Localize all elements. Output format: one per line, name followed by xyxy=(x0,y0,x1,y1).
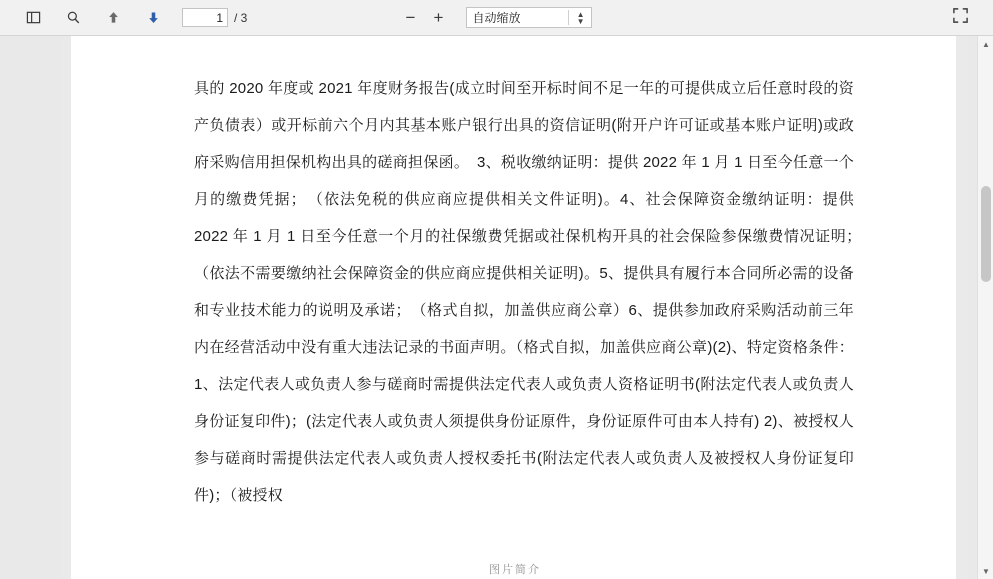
zoom-in-button[interactable]: + xyxy=(433,8,444,27)
search-icon[interactable] xyxy=(62,7,84,29)
page-number-group xyxy=(182,8,247,27)
fullscreen-icon[interactable] xyxy=(952,7,969,29)
pdf-toolbar xyxy=(0,0,993,36)
scroll-down-icon[interactable]: ▼ xyxy=(982,566,990,576)
toolbar-zoom-group xyxy=(402,7,592,28)
zoom-select[interactable] xyxy=(466,7,592,28)
zoom-out-button[interactable]: − xyxy=(405,8,416,27)
toolbar-left-group xyxy=(10,7,247,29)
scroll-up-icon[interactable]: ▲ xyxy=(982,39,990,49)
zoom-select-value: 自动缩放 xyxy=(472,11,521,25)
zoom-select-divider xyxy=(568,10,569,25)
scrollbar-thumb[interactable] xyxy=(981,186,991,282)
page-up-icon[interactable] xyxy=(102,7,124,29)
page-total-label: / 3 xyxy=(234,10,248,25)
document-footer-text: 图片简介 xyxy=(489,564,541,576)
vertical-scrollbar[interactable] xyxy=(977,36,993,579)
sidebar-toggle-icon[interactable] xyxy=(22,7,44,29)
page-number-input[interactable] xyxy=(182,8,228,27)
pdf-viewer-area[interactable] xyxy=(0,36,993,579)
zoom-select-wrap xyxy=(466,7,592,28)
document-body-text: 具的 2020 年度或 2021 年度财务报告(成立时间至开标时间不足一年的可提供成立后任意时段的资产负债表）或开标前六个月内其基本账户银行出具的资信证明(附开户许可证或基本账户证明)或政府采购信用担保机构出具的磋商担保函。 3、税收缴纳证明：提供 2022 年 1 月 1 日至今任意一个月的缴费凭据； （依法免税的供应商应提供相关文件证明)。4、社会保障资金缴纳证明：提供 2022 年 1 月 1 日至今任意一个月的社保缴费凭据或社保机构开具的社会保险参保缴费情况证明； （依法不需要缴纳社会保障资金的供应商应提供相关证明)。5、提供具有履行本合同所必需的设备和专业技术能力的说明及承诺； （格式自拟，加盖供应商公章）6、提供参加政府采购活动前三年内在经营活动中没有重大违法记录的书面声明。（格式自拟，加盖供应商公章)(2)、特定资格条件：1、法定代表人或负责人参与磋商时需提供法定代表人或负责人资格证明书(附法定代表人或负责人身份证复印件)；(法定代表人或负责人须提供身份证原件，身份证原件可由本人持有) 2)、被授权人参与磋商时需提供法定代表人或负责人授权委托书(附法定代表人或负责人及被授权人身份证复印件)；（被授权 xyxy=(194,80,870,504)
page-left-edge xyxy=(62,36,71,579)
page-down-icon[interactable] xyxy=(142,7,164,29)
chevron-updown-icon: ▲ ▼ xyxy=(576,9,585,26)
pdf-page xyxy=(62,36,968,579)
page-right-edge xyxy=(956,36,968,579)
toolbar-right-group xyxy=(952,7,983,29)
